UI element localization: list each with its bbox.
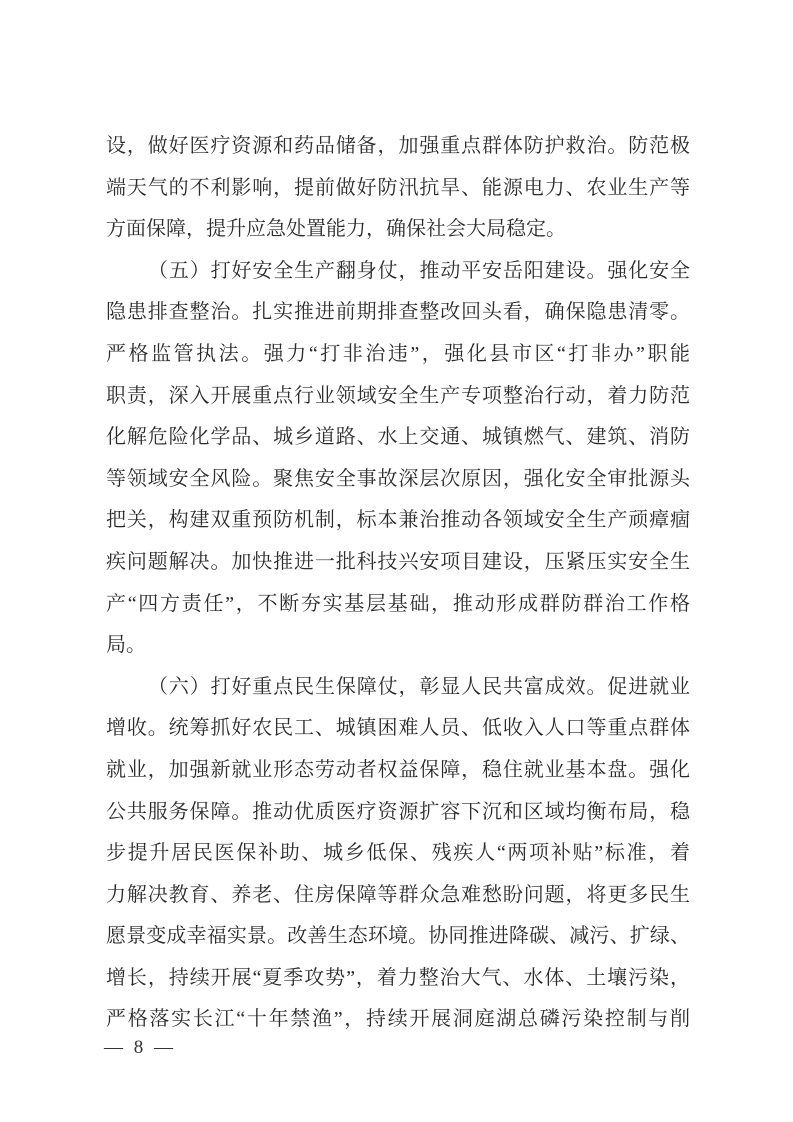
text-line: 把关，构建双重预防机制，标本兼治推动各领域安全生产顽瘴痼 — [106, 509, 690, 532]
text-line: 疾问题解决。加快推进一批科技兴安项目建设，压紧压实安全生 — [106, 550, 690, 573]
text-line: 职责，深入开展重点行业领域安全生产专项整治行动，着力防范 — [106, 384, 690, 407]
text-line: 力解决教育、养老、住房保障等群众急难愁盼问题，将更多民生 — [106, 883, 690, 906]
text-line: 严格监管执法。强力“打非治违”，强化县市区“打非办”职能 — [106, 342, 690, 365]
text-line: 等领域安全风险。聚焦安全事故深层次原因，强化安全审批源头 — [106, 467, 690, 490]
text-line: 局。 — [106, 634, 146, 657]
text-line: （五）打好安全生产翻身仗，推动平安岳阳建设。强化安全 — [148, 259, 690, 282]
text-line: 增收。统筹抓好农民工、城镇困难人员、低收入人口等重点群体 — [106, 717, 690, 740]
text-line: 愿景变成幸福实景。改善生态环境。协同推进降碳、减污、扩绿、 — [106, 925, 690, 948]
text-line: 设，做好医疗资源和药品储备，加强重点群体防护救治。防范极 — [106, 135, 690, 157]
text-line: 化解危险化学品、城乡道路、水上交通、城镇燃气、建筑、消防 — [106, 426, 690, 449]
text-line: 端天气的不利影响，提前做好防汛抗旱、能源电力、农业生产等 — [106, 176, 690, 199]
text-line: 方面保障，提升应急处置能力，确保社会大局稳定。 — [106, 218, 566, 241]
text-line: 就业，加强新就业形态劳动者权益保障，稳住就业基本盘。强化 — [106, 758, 690, 781]
text-line: 增长，持续开展“夏季攻势”，着力整治大气、水体、土壤污染， — [106, 966, 690, 989]
text-line: 隐患排查整治。扎实推进前期排查整改回头看，确保隐患清零。 — [106, 301, 690, 324]
text-line: 产“四方责任”，不断夯实基层基础，推动形成群防群治工作格 — [106, 592, 690, 615]
text-line: （六）打好重点民生保障仗，彰显人民共富成效。促进就业 — [148, 675, 690, 698]
text-line: 步提升居民医保补助、城乡低保、残疾人“两项补贴”标准，着 — [106, 842, 690, 865]
document-body — [106, 126, 690, 1041]
page-number: — 8 — — [104, 1037, 176, 1058]
text-line: 严格落实长江“十年禁渔”，持续开展洞庭湖总磷污染控制与削 — [106, 1008, 690, 1031]
text-line: 公共服务保障。推动优质医疗资源扩容下沉和区域均衡布局，稳 — [106, 800, 690, 823]
